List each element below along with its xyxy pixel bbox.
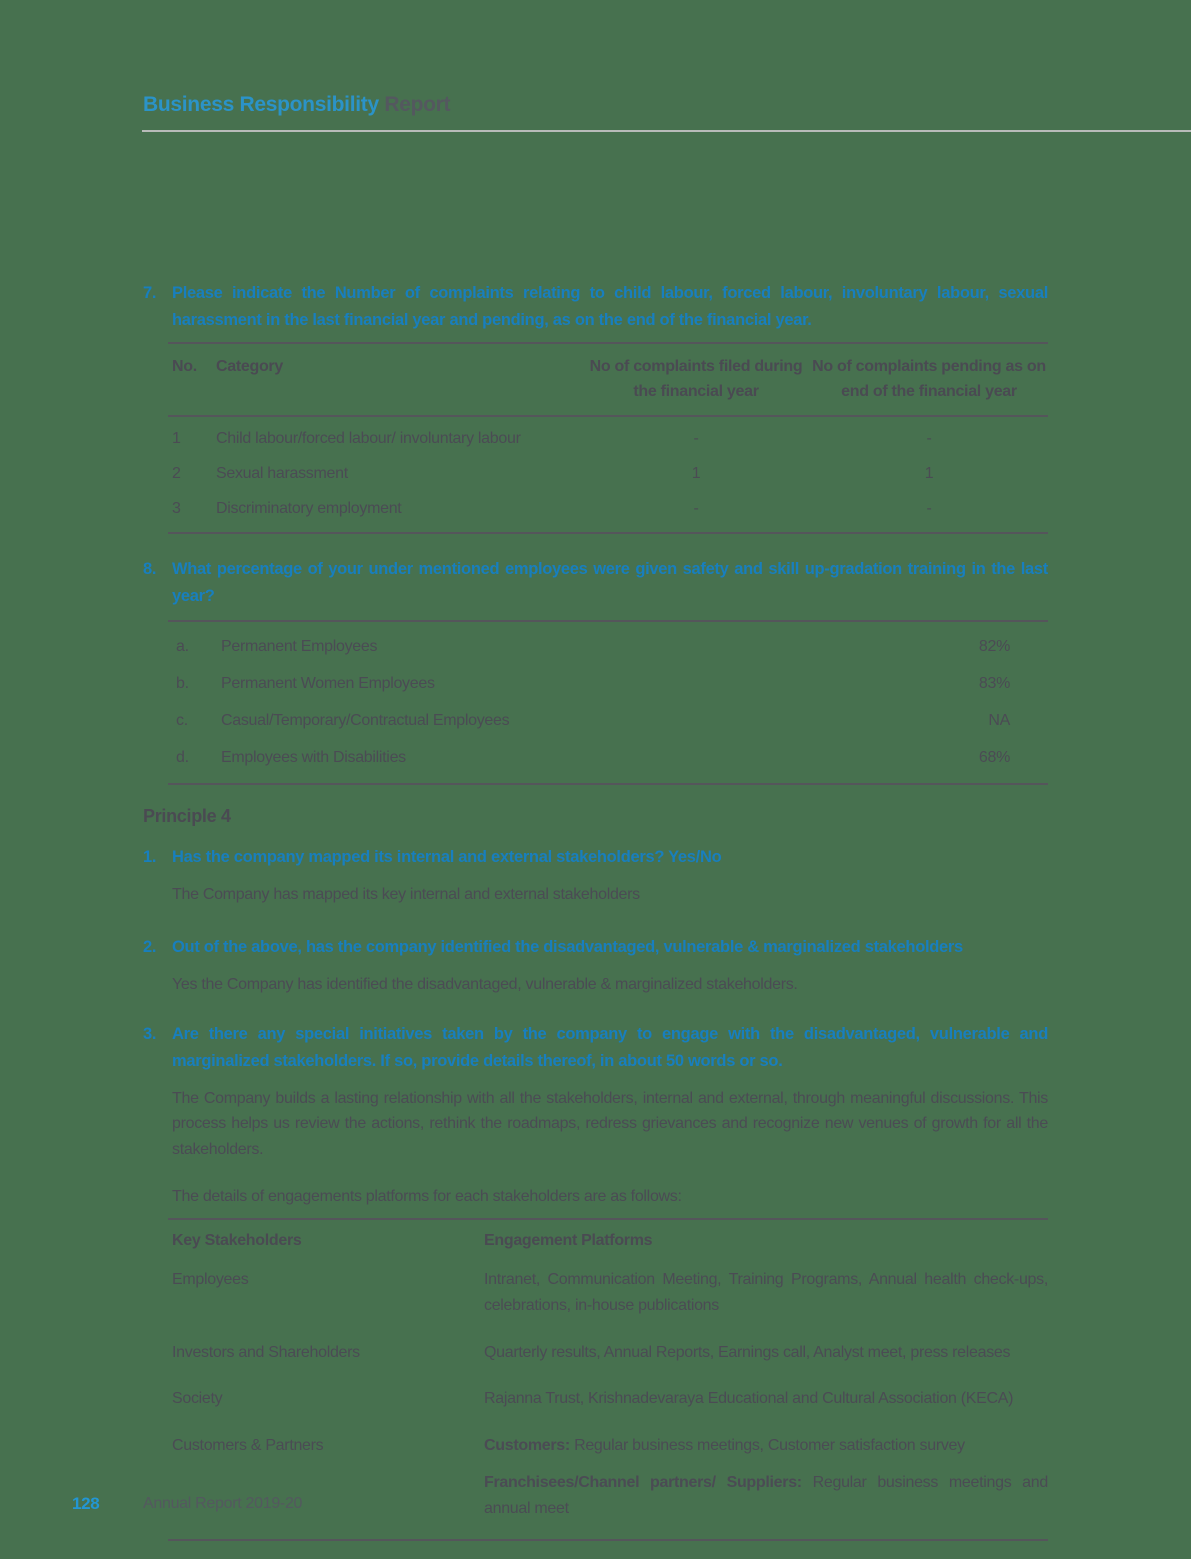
item-letter: b. [176,675,189,693]
platform-lead: Customers: [484,1436,570,1454]
col-header-engagement-platforms: Engagement Platforms [484,1232,653,1250]
item-label: Permanent Employees [221,638,378,656]
report-title [143,93,1191,117]
table-row [168,491,1048,526]
page-number: 128 [72,1494,100,1513]
list-item [168,739,1048,776]
row-pending: - [926,430,932,448]
platform-paragraph [484,1470,1048,1521]
principle4-question-2 [143,934,1048,961]
platform-paragraph [484,1340,1048,1366]
col-header-no: No. [172,358,197,376]
platform-text: Quarterly results, Annual Reports, Earnings call, Analyst meet, press releases [484,1343,1011,1361]
row-pending: 1 [924,465,934,483]
question-text: Are there any special initiatives taken by the company to engage with the disadvantaged, vulnerable and marginalized stakeholders. If so, provide details thereof, in about 50 words or so. [172,1025,1048,1070]
question-8 [143,556,1048,609]
principle4-question-3 [143,1021,1048,1074]
item-letter: d. [176,749,189,767]
table-row [168,421,1048,456]
principle4-question-1 [143,844,1048,871]
engagement-platforms [480,1256,1048,1328]
table-row [168,1422,1048,1532]
table-row [168,1256,1048,1328]
col-header-pending: No of complaints pending as on end of the financial year [812,358,1046,401]
principle4-answer-3: The Company builds a lasting relationship with all the stakeholders, internal and external, through meaningful discussions. This process helps us review the actions, rethink the roadmaps, redress grievances and recognize new venues of growth for all the stakeholders. [172,1089,1048,1158]
principle4-answer-2: Yes the Company has identified the disadvantaged, vulnerable & marginalized stakeholders. [172,975,798,993]
stakeholder-name: Society [172,1390,223,1408]
question-number: 1. [143,848,157,867]
row-category: Child labour/forced labour/ involuntary labour [216,430,521,448]
table-row [168,1329,1048,1376]
training-percentage-list [168,620,1048,785]
report-title-rest: Report [378,93,451,116]
complaints-table [168,342,1048,534]
page-content [143,280,1048,1541]
question-text: Has the company mapped its internal and external stakeholders? Yes/No [172,848,722,867]
list-item [168,665,1048,702]
platform-paragraph [484,1386,1048,1412]
row-pending: - [926,500,932,518]
row-category: Discriminatory employment [216,500,402,518]
item-value: 68% [978,749,1010,767]
list-item [168,702,1048,739]
report-title-accent: Business Responsibility [143,93,379,116]
platform-text: Rajanna Trust, Krishnadevaraya Educational and Cultural Association (KECA) [484,1390,1014,1408]
principle4-answer-1: The Company has mapped its key internal and external stakeholders [172,886,640,904]
header-divider [142,130,1191,132]
item-label: Permanent Women Employees [221,675,435,693]
question-8-number: 8. [143,560,157,579]
stakeholder-name: Investors and Shareholders [172,1343,360,1361]
item-letter: a. [176,638,189,656]
question-number: 2. [143,937,157,956]
item-label: Employees with Disabilities [221,749,406,767]
table-row [168,1375,1048,1422]
row-no: 3 [172,500,181,518]
item-value: 83% [978,675,1010,693]
question-8-text: What percentage of your under mentioned employees were given safety and skill up-gradation training in the last year? [172,560,1048,605]
page-header [0,0,1191,117]
question-text: Out of the above, has the company identified the disadvantaged, vulnerable & marginalized stakeholders [172,937,963,956]
item-value: 82% [978,638,1010,656]
item-letter: c. [176,712,188,730]
row-category: Sexual harassment [216,465,348,483]
question-number: 3. [143,1025,157,1044]
col-header-key-stakeholders: Key Stakeholders [172,1232,302,1250]
platform-text: Regular business meetings, Customer satisfaction survey [569,1436,965,1454]
stakeholders-table-header [168,1220,1048,1254]
row-no: 2 [172,465,181,483]
footer-text: Annual Report 2019-20 [143,1495,303,1512]
complaints-table-body [168,417,1048,534]
principle-4-heading: Principle 4 [143,806,231,827]
stakeholder-name: Customers & Partners [172,1436,324,1454]
complaints-table-header [168,342,1048,417]
row-filed: - [693,500,699,518]
row-filed: 1 [691,465,701,483]
engagement-platforms [480,1329,1048,1376]
stakeholders-table [168,1218,1048,1541]
platform-paragraph [484,1267,1048,1318]
question-7-number: 7. [143,284,157,302]
col-header-category: Category [216,358,283,376]
platform-text: Intranet, Communication Meeting, Training Programs, Annual health check-ups, celebrations, in-house publications [484,1271,1048,1314]
engagement-platforms [480,1375,1048,1422]
platform-lead: Franchisees/Channel partners/ Suppliers: [484,1474,802,1492]
engagement-platforms [480,1422,1048,1532]
list-item [168,628,1048,665]
row-filed: - [693,430,699,448]
platform-paragraph [484,1433,1048,1459]
col-header-filed: No of complaints filed during the financial year [589,358,803,401]
question-7 [143,280,1048,333]
table-row [168,456,1048,491]
question-7-text: Please indicate the Number of complaints relating to child labour, forced labour, involuntary labour, sexual harassment in the last financial year and pending, as on the end of the financial year. [172,284,1048,329]
stakeholder-name: Employees [172,1271,249,1289]
details-intro: The details of engagements platforms for each stakeholders are as follows: [172,1188,682,1206]
item-value: NA [988,712,1010,730]
item-label: Casual/Temporary/Contractual Employees [221,712,510,730]
row-no: 1 [172,430,181,448]
platform-text: Regular business meetings and annual meet [484,1474,1048,1517]
